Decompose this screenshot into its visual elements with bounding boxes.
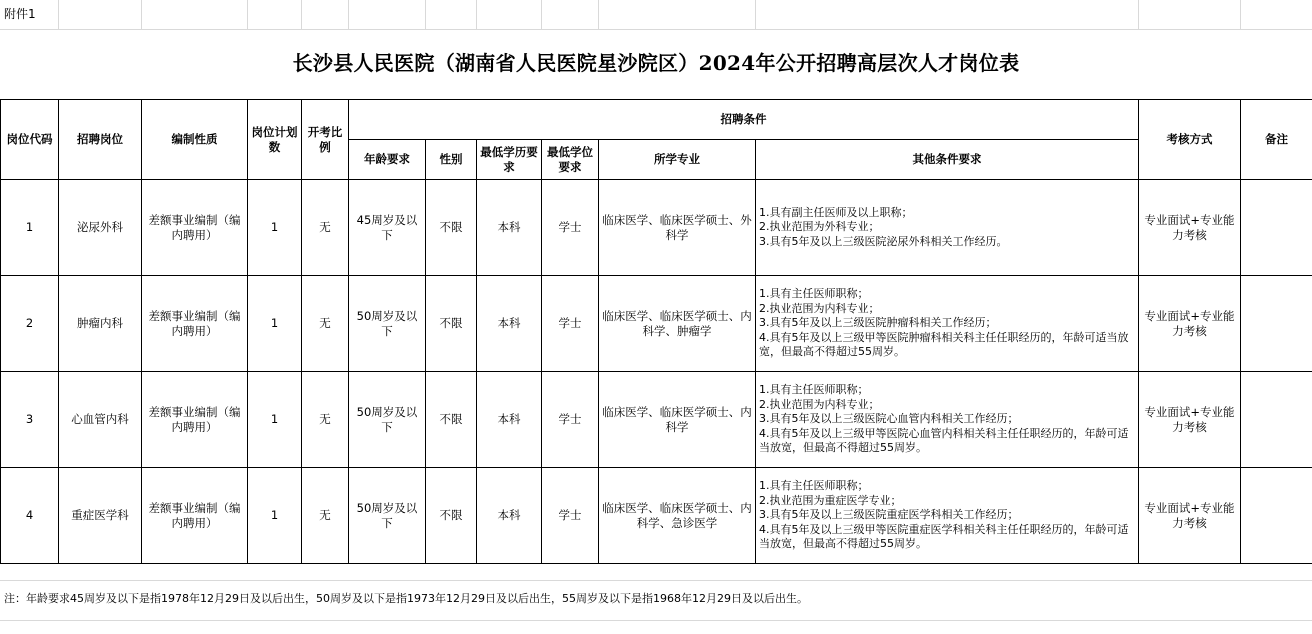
cell-other: [756, 468, 1139, 564]
requirement-line: 1.具有主任医师职称；: [759, 479, 869, 493]
cell-remark: [1241, 276, 1312, 372]
requirement-line: 3.具有5年及以上三级医院泌尿外科相关工作经历。: [759, 234, 1008, 248]
grid-line: [541, 0, 542, 29]
cell-ratio: 无: [302, 276, 349, 372]
cell-education: 本科: [477, 372, 542, 468]
cell-plan: 1: [248, 468, 302, 564]
cell-position: 泌尿外科: [59, 180, 142, 276]
grid-line: [1240, 0, 1241, 29]
grid-line: [141, 0, 142, 29]
requirement-line: 4.具有5年及以上三级甲等医院肿瘤科相关科主任任职经历的，年龄可适当放宽，但最高不得超过55周岁。: [759, 330, 1129, 359]
cell-staffing: 差额事业编制（编内聘用）: [142, 468, 248, 564]
grid-line: [0, 580, 1312, 581]
cell-assessment: 专业面试+专业能力考核: [1139, 468, 1241, 564]
requirement-line: 2.执业范围为内科专业；: [759, 301, 880, 315]
cell-education: 本科: [477, 276, 542, 372]
cell-assessment: 专业面试+专业能力考核: [1139, 372, 1241, 468]
cell-age: 50周岁及以下: [349, 372, 426, 468]
cell-gender: 不限: [426, 468, 477, 564]
cell-major: 临床医学、临床医学硕士、内科学、急诊医学: [599, 468, 756, 564]
table-row: [1, 180, 1312, 276]
grid-line: [1138, 0, 1139, 29]
grid-line: [0, 29, 1312, 30]
cell-degree: 学士: [542, 468, 599, 564]
cell-remark: [1241, 468, 1312, 564]
grid-line: [247, 0, 248, 29]
cell-degree: 学士: [542, 180, 599, 276]
grid-line: [425, 0, 426, 29]
header-plan: 岗位计划数: [248, 100, 302, 180]
header-assessment: 考核方式: [1139, 100, 1241, 180]
cell-gender: 不限: [426, 180, 477, 276]
requirement-line: 3.具有5年及以上三级医院肿瘤科相关工作经历；: [759, 316, 997, 330]
attachment-label: 附件1: [4, 7, 36, 21]
header-code: 岗位代码: [1, 100, 59, 180]
cell-plan: 1: [248, 372, 302, 468]
cell-other: [756, 372, 1139, 468]
cell-staffing: 差额事业编制（编内聘用）: [142, 372, 248, 468]
cell-major: 临床医学、临床医学硕士、内科学、肿瘤学: [599, 276, 756, 372]
grid-line: [0, 620, 1312, 621]
cell-plan: 1: [248, 180, 302, 276]
cell-remark: [1241, 180, 1312, 276]
grid-line: [476, 0, 477, 29]
header-ratio: 开考比例: [302, 100, 349, 180]
header-remark: 备注: [1241, 100, 1312, 180]
cell-code: 3: [1, 372, 59, 468]
cell-major: 临床医学、临床医学硕士、外科学: [599, 180, 756, 276]
header-degree: 最低学位要求: [542, 140, 599, 180]
cell-position: 心血管内科: [59, 372, 142, 468]
cell-assessment: 专业面试+专业能力考核: [1139, 276, 1241, 372]
header-age: 年龄要求: [349, 140, 426, 180]
requirement-line: 2.执业范围为重症医学专业；: [759, 493, 902, 507]
cell-position: 重症医学科: [59, 468, 142, 564]
cell-major: 临床医学、临床医学硕士、内科学: [599, 372, 756, 468]
cell-position: 肿瘤内科: [59, 276, 142, 372]
requirement-line: 3.具有5年及以上三级医院重症医学科相关工作经历；: [759, 508, 1019, 522]
requirement-line: 2.执业范围为内科专业；: [759, 397, 880, 411]
cell-other: [756, 276, 1139, 372]
cell-ratio: 无: [302, 180, 349, 276]
header-gender: 性别: [426, 140, 477, 180]
table-row: [1, 372, 1312, 468]
cell-age: 50周岁及以下: [349, 276, 426, 372]
grid-line: [348, 0, 349, 29]
footnote: 注：年龄要求45周岁及以下是指1978年12月29日及以后出生，50周岁及以下是指1973年12月29日及以后出生，55周岁及以下是指1968年12月29日及以后出生。: [4, 592, 808, 605]
table-header-row: [1, 100, 1312, 140]
cell-ratio: 无: [302, 468, 349, 564]
requirement-line: 1.具有主任医师职称；: [759, 383, 869, 397]
cell-ratio: 无: [302, 372, 349, 468]
cell-code: 4: [1, 468, 59, 564]
requirement-line: 2.执业范围为外科专业；: [759, 220, 880, 234]
table-row: [1, 276, 1312, 372]
cell-gender: 不限: [426, 372, 477, 468]
header-other: 其他条件要求: [756, 140, 1139, 180]
cell-staffing: 差额事业编制（编内聘用）: [142, 180, 248, 276]
cell-age: 45周岁及以下: [349, 180, 426, 276]
header-staffing: 编制性质: [142, 100, 248, 180]
header-conditions: 招聘条件: [349, 100, 1139, 140]
cell-gender: 不限: [426, 276, 477, 372]
header-education: 最低学历要求: [477, 140, 542, 180]
positions-table: [0, 99, 1312, 564]
requirement-line: 1.具有副主任医师及以上职称；: [759, 205, 913, 219]
cell-remark: [1241, 372, 1312, 468]
requirement-line: 1.具有主任医师职称；: [759, 287, 869, 301]
requirement-line: 4.具有5年及以上三级甲等医院重症医学科相关科主任任职经历的，年龄可适当放宽，但最高不得超过55周岁。: [759, 522, 1129, 551]
page-title: 长沙县人民医院（湖南省人民医院星沙院区）2024年公开招聘高层次人才岗位表: [292, 51, 1020, 75]
cell-assessment: 专业面试+专业能力考核: [1139, 180, 1241, 276]
cell-other: [756, 180, 1139, 276]
grid-line: [58, 0, 59, 29]
header-major: 所学专业: [599, 140, 756, 180]
cell-age: 50周岁及以下: [349, 468, 426, 564]
cell-staffing: 差额事业编制（编内聘用）: [142, 276, 248, 372]
cell-code: 1: [1, 180, 59, 276]
cell-plan: 1: [248, 276, 302, 372]
cell-degree: 学士: [542, 372, 599, 468]
grid-line: [598, 0, 599, 29]
cell-code: 2: [1, 276, 59, 372]
cell-education: 本科: [477, 180, 542, 276]
table-row: [1, 468, 1312, 564]
requirement-line: 3.具有5年及以上三级医院心血管内科相关工作经历；: [759, 412, 1019, 426]
cell-education: 本科: [477, 468, 542, 564]
cell-degree: 学士: [542, 276, 599, 372]
requirement-line: 4.具有5年及以上三级甲等医院心血管内科相关科主任任职经历的，年龄可适当放宽，但最高不得超过55周岁。: [759, 426, 1129, 455]
grid-line: [755, 0, 756, 29]
grid-line: [301, 0, 302, 29]
header-position: 招聘岗位: [59, 100, 142, 180]
